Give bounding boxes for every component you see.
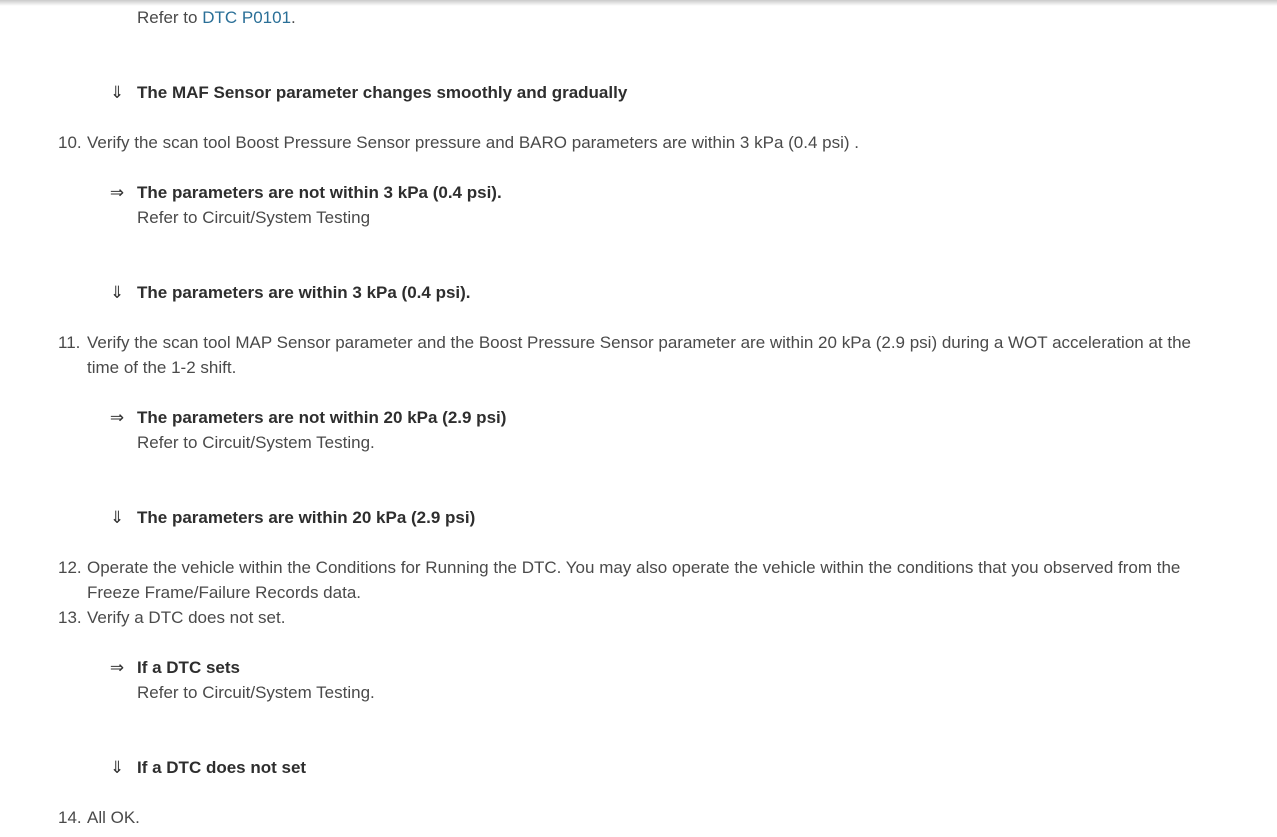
pass-arrow-icon: ⇓ xyxy=(109,508,125,527)
refer-text: Refer to Circuit/System Testing. xyxy=(137,433,375,452)
fail-arrow-icon: ⇒ xyxy=(109,658,125,677)
step-number: 12. xyxy=(58,558,82,577)
step-text-line1: Verify the scan tool MAP Sensor parameter and the Boost Pressure Sensor parameter are within 20 kPa (2.9 psi) during a WOT acceleration at the xyxy=(87,333,1191,352)
result-heading: The parameters are not within 3 kPa (0.4 psi). xyxy=(137,183,502,202)
result-heading: The parameters are not within 20 kPa (2.9 psi) xyxy=(137,408,507,427)
step-text: All OK. xyxy=(87,808,140,827)
result-heading: The parameters are within 3 kPa (0.4 psi). xyxy=(137,283,471,302)
step-text: Verify the scan tool Boost Pressure Sensor pressure and BARO parameters are within 3 kPa (0.4 psi) . xyxy=(87,133,859,152)
result-heading: The parameters are within 20 kPa (2.9 psi) xyxy=(137,508,476,527)
step-text: Verify a DTC does not set. xyxy=(87,608,286,627)
result-heading: If a DTC sets xyxy=(137,658,240,677)
refer-text: Refer to Circuit/System Testing. xyxy=(137,683,375,702)
step-number: 11. xyxy=(58,333,81,352)
pass-arrow-icon: ⇓ xyxy=(109,283,125,302)
step-number: 14. xyxy=(58,808,82,827)
refer-line-top xyxy=(137,5,296,30)
refer-text: Refer to Circuit/System Testing xyxy=(137,208,371,227)
result-heading: The MAF Sensor parameter changes smoothly and gradually xyxy=(137,83,628,102)
step-text-line2: Freeze Frame/Failure Records data. xyxy=(87,583,361,602)
fail-arrow-icon: ⇒ xyxy=(109,408,125,427)
pass-arrow-icon: ⇓ xyxy=(109,758,125,777)
step-text-line2: time of the 1-2 shift. xyxy=(87,358,237,377)
dtc-p0101-link[interactable]: DTC P0101 xyxy=(202,8,292,27)
step-text-line1: Operate the vehicle within the Conditions for Running the DTC. You may also operate the vehicle within the conditions that you observed from the xyxy=(87,558,1181,577)
step-number: 13. xyxy=(58,608,82,627)
result-heading: If a DTC does not set xyxy=(137,758,307,777)
refer-prefix: Refer to xyxy=(137,8,203,27)
step-number: 10. xyxy=(58,133,82,152)
pass-arrow-icon: ⇓ xyxy=(109,83,125,102)
fail-arrow-icon: ⇒ xyxy=(109,183,125,202)
refer-suffix: . xyxy=(291,8,296,27)
